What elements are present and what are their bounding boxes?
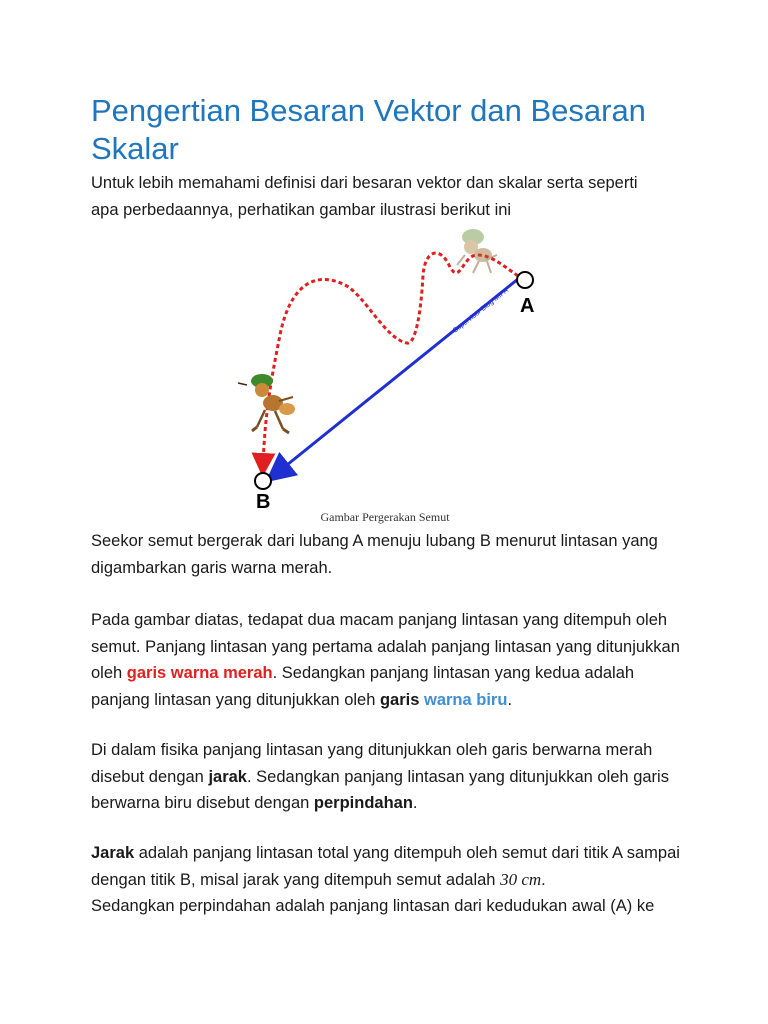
paragraph-1: Seekor semut bergerak dari lubang A menuju lubang B menurut lintasan yang digambarkan garis warna merah. (91, 532, 658, 577)
paragraph-3 (91, 737, 691, 817)
hole-b (255, 473, 271, 489)
figure-watermark: Supervisor Blog MIPA (451, 287, 510, 335)
p3-bold-jarak: jarak (208, 767, 247, 786)
figure-caption: Gambar Pergerakan Semut (320, 510, 450, 524)
p4-text-1: adalah panjang lintasan total yang ditempuh oleh semut dari titik A sampai dengan titik B, misal jarak yang ditempuh semut adalah (91, 844, 680, 889)
p5-text: Sedangkan perpindahan adalah panjang lintasan dari kedudukan awal (A) ke (91, 897, 655, 915)
paragraph-4 (91, 840, 691, 920)
p4-math-value: 30 cm (500, 869, 542, 889)
page-title: Pengertian Besaran Vektor dan Besaran Skalar (91, 93, 646, 166)
ant-movement-figure (235, 215, 535, 510)
label-b: B (256, 491, 271, 510)
p2-end: . (507, 690, 513, 709)
label-a: A (520, 295, 535, 317)
p4-bold-jarak: Jarak (91, 844, 135, 862)
p2-blue-highlight: warna biru (424, 690, 508, 709)
intro-line-1: Untuk lebih memahami definisi dari besaran vektor dan skalar serta seperti (91, 174, 638, 192)
p2-text-1: Pada gambar diatas, tedapat dua macam panjang lintasan yang ditempuh oleh semut. Panjang lintasan yang pertama adalah panjang lintasan yang ditunjukkan oleh (91, 611, 680, 682)
p4-text-2: . (541, 870, 546, 889)
p3-text-1: Di dalam fisika panjang lintasan yang ditunjukkan oleh garis berwarna merah disebut dengan (91, 741, 653, 786)
p3-text-2: . Sedangkan panjang lintasan yang ditunjukkan oleh garis berwarna biru disebut dengan (91, 767, 669, 812)
hole-a (517, 272, 533, 288)
figure-svg (235, 215, 535, 510)
p3-end: . (412, 794, 418, 812)
paragraph-2 (91, 607, 691, 713)
intro-line-2: apa perbedaannya, perhatikan gambar ilustrasi berikut ini (91, 200, 512, 219)
p3-bold-perpindahan: perpindahan (313, 794, 413, 812)
red-distance-path (263, 253, 518, 465)
p2-bold-garis: garis (379, 690, 420, 709)
p2-text-2: . Sedangkan panjang lintasan yang kedua adalah panjang lintasan yang ditunjukkan oleh (91, 664, 635, 709)
p2-red-highlight: garis warna merah (126, 664, 273, 682)
